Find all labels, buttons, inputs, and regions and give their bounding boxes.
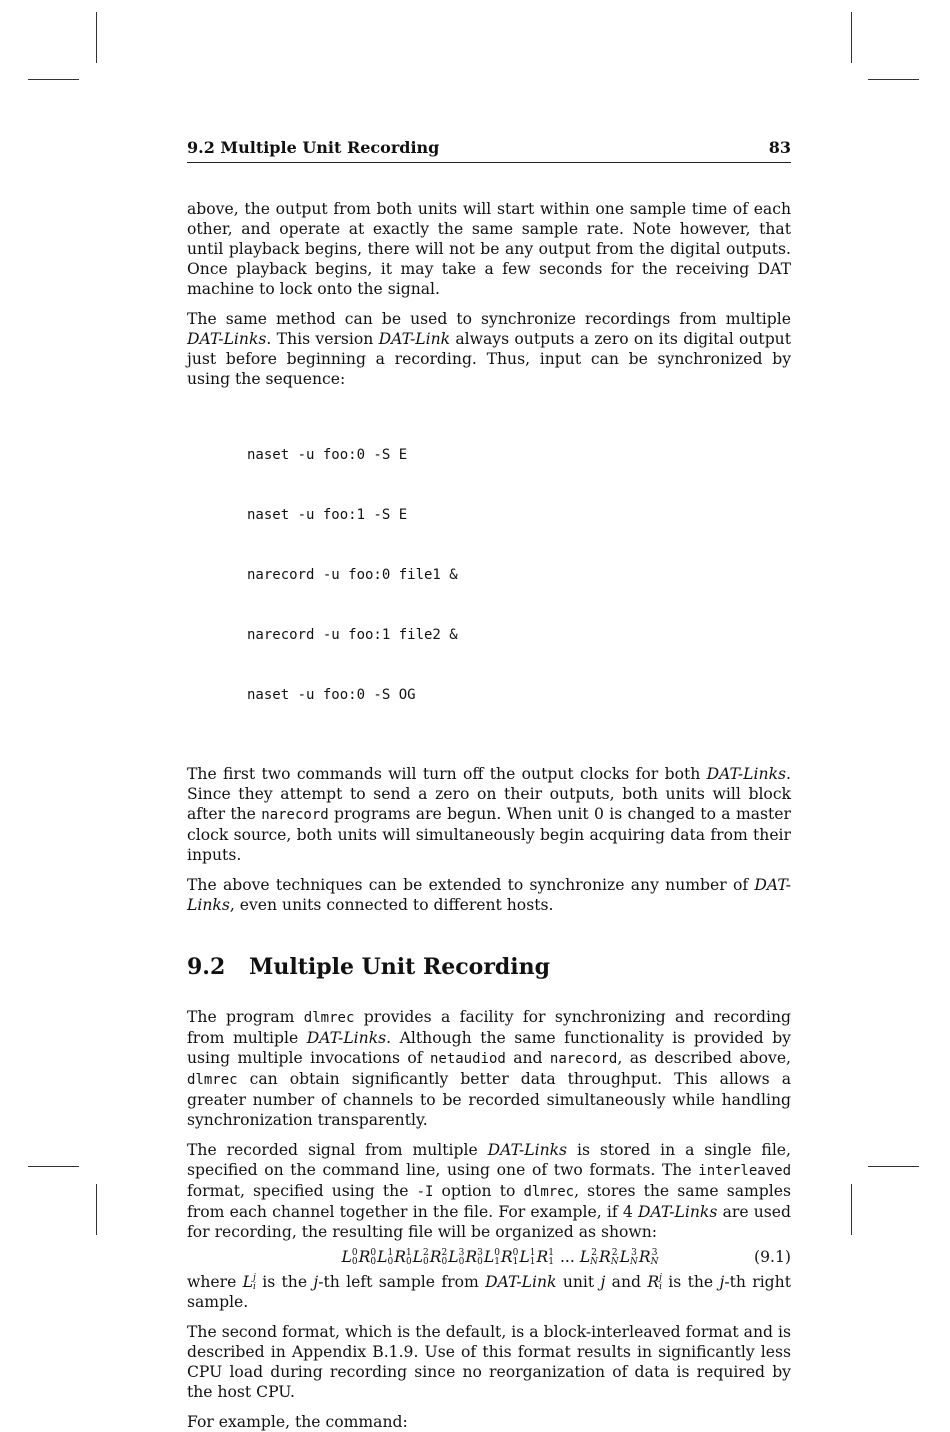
- header-section: 9.2 Multiple Unit Recording: [187, 138, 440, 157]
- equation-term: R 1 0: [394, 1247, 412, 1267]
- first-two-commands-paragraph: The first two commands will turn off the output clocks for both DAT-Links. Since they attempt to send a zero on their outputs, both units will block after the narecord programs are begun. When unit 0 is changed to a master clock source, both units will simultaneously begin acquiring data from their inputs.: [187, 765, 791, 864]
- code-line: narecord -u foo:1 file2 &: [247, 627, 458, 643]
- equation-term: L 3 0: [448, 1247, 465, 1267]
- section-title: Multiple Unit Recording: [249, 954, 551, 980]
- equation-term: R 3 N: [638, 1247, 659, 1267]
- crop-mark: [851, 1184, 852, 1235]
- equation-ellipsis: ...: [554, 1247, 580, 1266]
- crop-mark: [96, 1184, 97, 1235]
- sync-paragraph: The same method can be used to synchronize recordings from multiple DAT-Links. This version DAT-Link always outputs a zero on its digital output just before beginning a recording. Thus, input can be synchronized by using the sequence:: [187, 310, 791, 388]
- section-number: 9.2: [187, 954, 226, 980]
- crop-mark: [851, 12, 852, 63]
- code-line: naset -u foo:0 -S E: [247, 447, 408, 463]
- equation-term: L 0 1: [483, 1247, 500, 1267]
- page-number: 83: [768, 138, 791, 157]
- equation-term: L 2 N: [579, 1247, 599, 1267]
- equation-term: L 1 1: [519, 1247, 536, 1267]
- section-heading: [187, 953, 791, 981]
- code-line: narecord -u foo:0 file1 &: [247, 567, 458, 583]
- equation-term: R 2 0: [429, 1247, 448, 1267]
- extend-paragraph: The above techniques can be extended to synchronize any number of DAT-Links, even units connected to different hosts.: [187, 876, 791, 914]
- equation-term: R 3 0: [465, 1247, 483, 1267]
- page-body: [187, 138, 791, 1432]
- crop-mark: [28, 1166, 79, 1167]
- recorded-signal-paragraph: The recorded signal from multiple DAT-Links is stored in a single file, specified on the command line, using one of two formats. The interleaved format, specified using the -I option to dlmrec, stores the same samples from each channel together in the file. For example, if 4 DAT-Links are used for recording, the resulting file will be organized as shown:: [187, 1141, 792, 1241]
- second-format-paragraph: The second format, which is the default, is a block-interleaved format and is described in Appendix B.1.9. Use of this format results in significantly less CPU load during recording since no reorganization of data is required by the host CPU.: [187, 1323, 791, 1401]
- code-line: naset -u foo:1 -S E: [247, 507, 408, 523]
- superscript-j: j: [253, 1273, 256, 1283]
- subscript-i: i: [659, 1282, 662, 1292]
- equation-9-1: [187, 1242, 791, 1272]
- equation-term: R 0 0: [358, 1247, 377, 1267]
- running-header: [187, 138, 791, 163]
- crop-mark: [96, 12, 97, 63]
- where-paragraph: where L j i is the j-th left sample from DAT-Link unit j and R j i is the j-th right sample.: [187, 1273, 791, 1311]
- intro-paragraph: above, the output from both units will start within one sample time of each other, and operate at exactly the same sample rate. Note however, that until playback begins, there will not be any output from the digital outputs. Once playback begins, it may take a few seconds for the receiving DAT machine to lock onto the signal.: [187, 200, 791, 298]
- crop-mark: [28, 79, 79, 80]
- dlmrec-paragraph: The program dlmrec provides a facility for synchronizing and recording from multiple DAT-Links. Although the same functionality is provided by using multiple invocations of netaudiod and narecord, as described above, dlmrec can obtain significantly better data throughput. This allows a greater number of channels to be recorded simultaneously while handling synchronization transparently.: [187, 1008, 791, 1129]
- equation-term: L 3 N: [619, 1247, 638, 1267]
- subscript-i: i: [253, 1282, 256, 1292]
- equation-term: L 0 0: [341, 1247, 358, 1267]
- code-line: naset -u foo:0 -S OG: [247, 687, 416, 703]
- equation-label: (9.1): [754, 1248, 791, 1266]
- equation-term: R 0 1: [500, 1247, 519, 1267]
- equation-expression: [187, 1248, 754, 1267]
- superscript-j: j: [659, 1273, 662, 1283]
- equation-term: R 2 N: [599, 1247, 619, 1267]
- equation-term: R 1 1: [536, 1247, 554, 1267]
- example-paragraph: For example, the command:: [187, 1413, 408, 1431]
- crop-mark: [868, 79, 919, 80]
- code-block: [187, 405, 791, 745]
- equation-term: L 2 0: [412, 1247, 429, 1267]
- equation-term: L 1 0: [377, 1247, 394, 1267]
- crop-mark: [868, 1166, 919, 1167]
